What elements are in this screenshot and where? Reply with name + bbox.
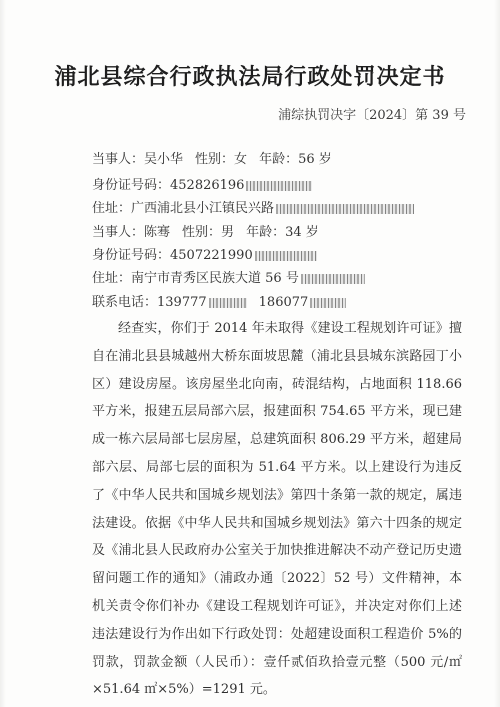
party1-gender: 女 (234, 152, 248, 167)
party2-id-row (92, 244, 317, 263)
party2-address: 南宁市青秀区民族大道 56 号 (131, 271, 299, 286)
party2-phone1: 139777 (157, 295, 207, 310)
party2-phone-label: 联系电话： (92, 295, 158, 310)
party2-gender-label: 性别： (182, 225, 222, 240)
party1-age-label: 年龄： (259, 152, 299, 167)
redaction-mark (301, 274, 365, 284)
party1-name-label: 当事人： (92, 152, 145, 167)
party2-basic-info (92, 221, 319, 240)
party2-age-label: 年龄： (246, 225, 286, 240)
party2-phone-row (92, 291, 346, 310)
party1-age: 56 岁 (298, 152, 332, 167)
party2-name: 陈骞 (144, 225, 171, 240)
party1-address-label: 住址： (92, 201, 132, 216)
redaction-mark (310, 298, 346, 308)
party1-address: 广西浦北县小江镇民兴路 (131, 201, 275, 216)
decision-body (92, 315, 462, 704)
party1-id-row (92, 174, 312, 193)
party2-address-label: 住址： (92, 271, 132, 286)
party2-id-number: 4507221990 (170, 248, 253, 263)
party1-id-number: 452826196 (170, 178, 245, 193)
party2-address-row (92, 267, 365, 286)
party1-basic-info (92, 148, 332, 167)
party1-id-label: 身份证号码： (92, 178, 171, 193)
scan-shadow-right (494, 0, 500, 707)
party1-address-row (92, 197, 414, 216)
party1-gender-label: 性别： (195, 152, 235, 167)
scan-shadow-left (0, 0, 6, 707)
party2-age: 34 岁 (285, 225, 319, 240)
findings-paragraph: 经查实，你们于 2014 年未取得《建设工程规划许可证》擅自在浦北县县城越州大桥东面坡思麓（浦北县县城东滨路园丁小区）建设房屋。该房屋坐北向南，砖混结构，占地面积 118.66 平方米，报建五层局部六层，报建面积 754.65 平方米，现已建成一栋六层局部七层房屋，总建筑面积 806.29 平方米，超建局部六层、局部七层的面积为 51.64 平方米。以上建设行为违反了《中华人民共和国城乡规划法》第四十条第一款的规定，属违法建设。依据《中华人民共和国城乡规划法》第六十四条的规定及《浦北县人民政府办公室关于加快推进解决不动产登记历史遗留问题工作的通知》（浦政办通〔2022〕52 号）文件精神，本机关责令你们补办《建设工程规划许可证》，并决定对你们上述违法建设行为作出如下行政处罚：处超建设面积工程造价 5%的罚款，罚款金额（人民币）：壹仟贰佰玖拾壹元整（500 元/㎡×51.64 ㎡×5%）=1291 元。 (92, 321, 462, 698)
party2-gender: 男 (221, 225, 235, 240)
document-number: 浦综执罚决字〔2024〕第 39 号 (278, 108, 466, 123)
party2-id-label: 身份证号码： (92, 248, 171, 263)
party2-phone2: 186077 (258, 295, 309, 310)
party1-name: 吴小华 (144, 152, 184, 167)
redaction-mark (246, 181, 312, 191)
redaction-mark (209, 298, 247, 308)
redaction-mark (276, 204, 414, 214)
party2-name-label: 当事人： (92, 225, 145, 240)
document-title: 浦北县综合行政执法局行政处罚决定书 (54, 65, 446, 90)
redaction-mark (255, 251, 317, 261)
